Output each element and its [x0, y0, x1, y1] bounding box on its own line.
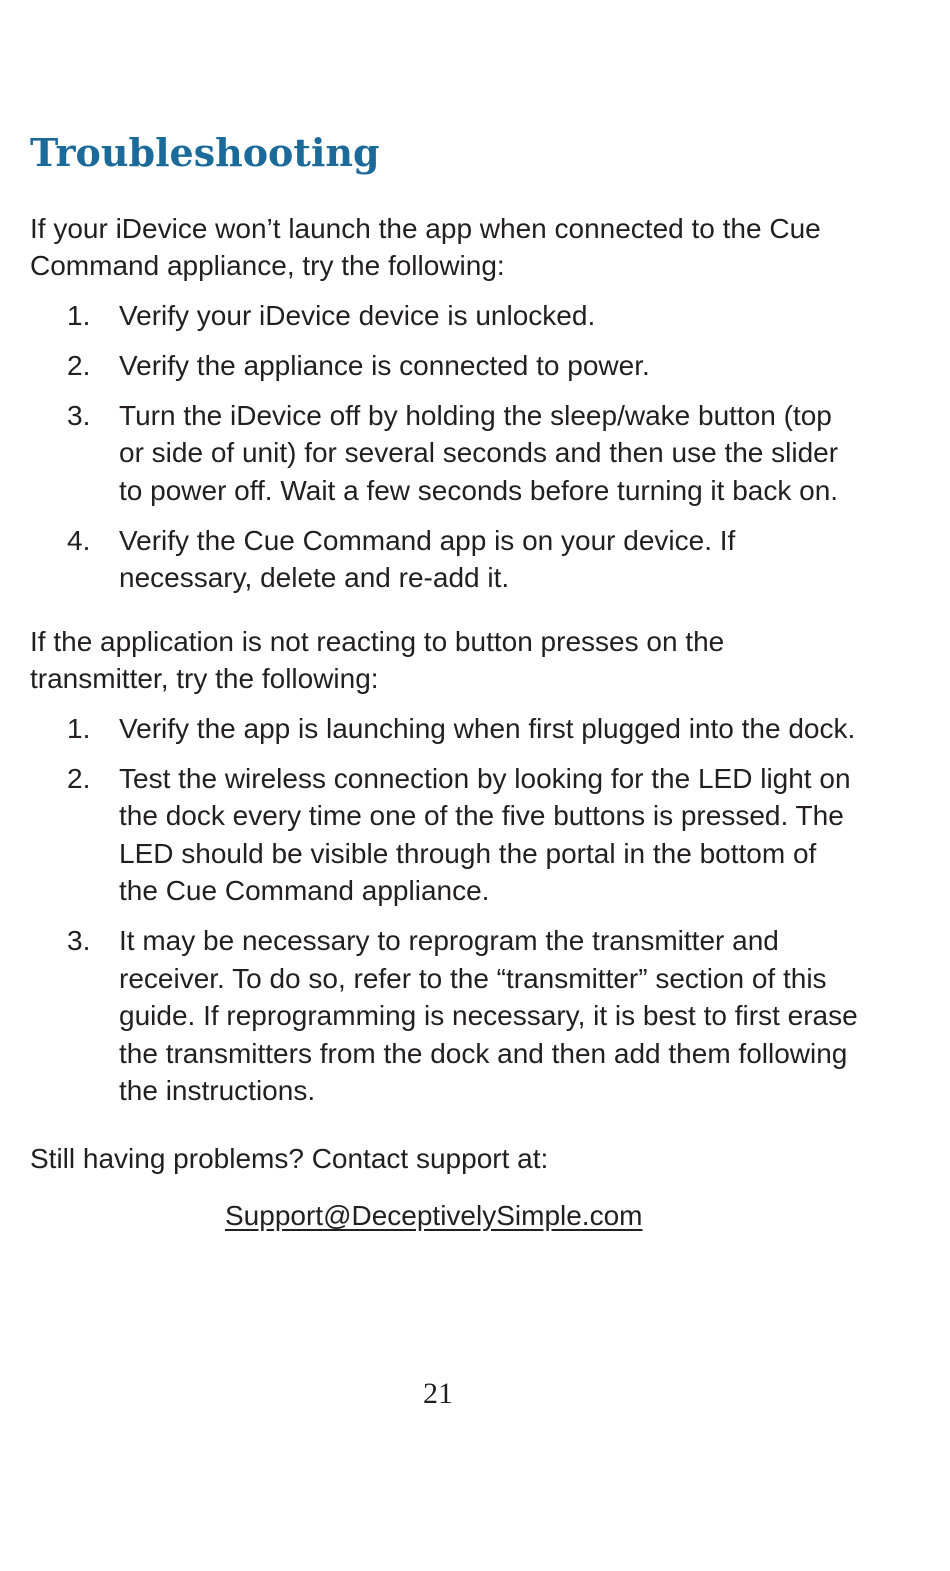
step-number: 3.	[67, 925, 91, 957]
step-text: Test the wireless connection by looking for the LED light on the dock every time one of the five buttons is pressed. The LED should be visible through the portal in the bottom of the Cue Command appliance.	[119, 762, 851, 907]
step-number: 1.	[67, 299, 91, 331]
step-number: 2.	[67, 349, 91, 381]
section-intro: If your iDevice won’t launch the app when connected to the Cue Command appliance, try the following:	[30, 212, 821, 282]
step-text: Verify the appliance is connected to power.	[119, 349, 650, 381]
button-troubleshooting-section	[30, 623, 860, 1110]
step-text: Verify the Cue Command app is on your device. If necessary, delete and re-add it.	[119, 524, 736, 594]
step-text: It may be necessary to reprogram the transmitter and receiver. To do so, refer to the “transmitter” section of this guide. If reprogramming is necessary, it is best to first erase the transmitters from the dock and then add them following the instructions.	[119, 925, 858, 1107]
section-intro: If the application is not reacting to button presses on the transmitter, try the following:	[30, 625, 725, 695]
launch-steps-list	[30, 297, 860, 597]
step-number: 2.	[67, 762, 91, 794]
page-heading: Troubleshooting	[30, 130, 380, 175]
list-item	[30, 922, 860, 1110]
step-text: Verify the app is launching when first plugged into the dock.	[119, 712, 856, 744]
list-item	[30, 347, 860, 385]
list-item	[30, 397, 860, 510]
list-item	[30, 522, 860, 597]
step-text: Turn the iDevice off by holding the sleep/wake button (top or side of unit) for several seconds and then use the slider to power off. Wait a few seconds before turning it back on.	[119, 399, 839, 506]
troubleshooting-page	[30, 130, 860, 1235]
step-number: 1.	[67, 712, 91, 744]
step-number: 4.	[67, 524, 91, 556]
support-section	[30, 1140, 860, 1235]
step-text: Verify your iDevice device is unlocked.	[119, 299, 596, 331]
button-steps-list	[30, 710, 860, 1110]
support-text: Still having problems? Contact support at:	[30, 1142, 549, 1174]
list-item	[30, 710, 860, 748]
page-number: 21	[423, 1377, 453, 1410]
list-item	[30, 760, 860, 910]
launch-troubleshooting-section	[30, 210, 860, 597]
list-item	[30, 297, 860, 335]
support-email-link[interactable]: Support@DeceptivelySimple.com	[225, 1200, 643, 1232]
step-number: 3.	[67, 399, 91, 431]
